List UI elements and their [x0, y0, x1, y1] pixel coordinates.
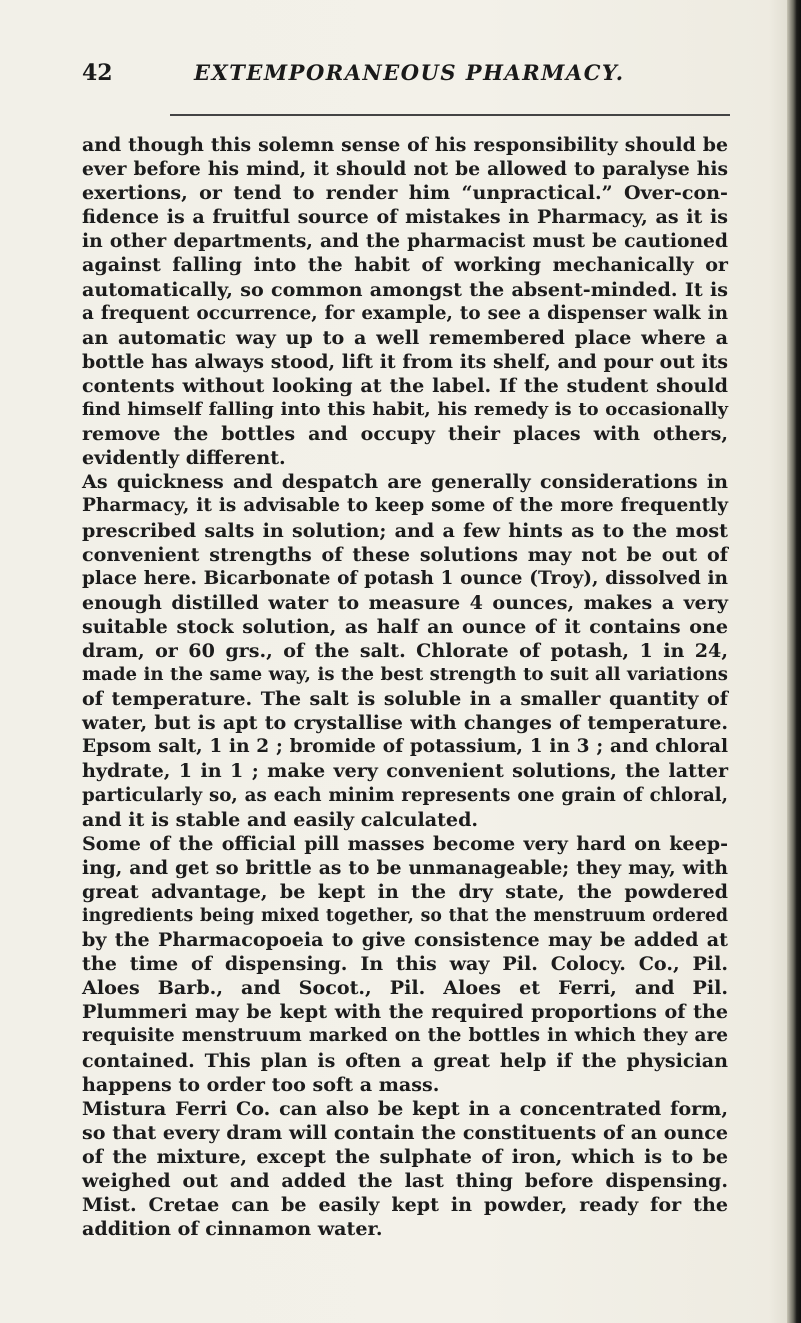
text-line: Mistura Ferri Co. can also be kept in a concentrated form, — [82, 1096, 728, 1120]
text-line: a frequent occurrence, for example, to see a dispenser walk in — [82, 302, 728, 324]
text-line: ingredients being mixed together, so that the menstruum ordered — [82, 906, 728, 926]
text-line: prescribed salts in solution; and a few hints as to the most — [82, 518, 728, 542]
text-line: dram, or 60 grs., of the salt. Chlorate of potash, 1 in 24, — [82, 638, 728, 662]
page-edge-shadow — [787, 0, 801, 1323]
text-line: automatically, so common amongst the absent-minded. It is — [82, 277, 728, 301]
text-line: and it is stable and easily calculated. — [82, 807, 479, 831]
text-line: by the Pharmacopoeia to give consistence may be added at — [82, 928, 728, 952]
text-line: requisite menstruum marked on the bottles in which they are — [82, 1025, 728, 1047]
text-line: addition of cinnamon water. — [82, 1217, 383, 1241]
text-line: water, but is apt to crystallise with changes of temperature. — [82, 711, 728, 735]
text-line: so that every dram will contain the constituents of an ounce — [82, 1120, 728, 1144]
body-text — [82, 133, 728, 1241]
text-line: Epsom salt, 1 in 2 ; bromide of potassium, 1 in 3 ; and chloral — [82, 736, 728, 758]
text-line: happens to order too soft a mass. — [82, 1072, 440, 1096]
text-line: Aloes Barb., and Socot., Pil. Aloes et Ferri, and Pil. — [82, 976, 728, 1000]
text-line: Plummeri may be kept with the required proportions of the — [82, 1000, 728, 1024]
text-line: Pharmacy, it is advisable to keep some of the more frequently — [82, 495, 728, 517]
text-line: remove the bottles and occupy their places with others, — [82, 422, 728, 446]
text-line: the time of dispensing. In this way Pil. Colocy. Co., Pil. — [82, 952, 728, 976]
text-line: Mist. Cretae can be easily kept in powder, ready for the — [82, 1193, 728, 1217]
text-line: weighed out and added the last thing before dispensing. — [82, 1169, 728, 1193]
text-line: As quickness and despatch are generally considerations in — [82, 470, 728, 494]
text-line: evidently different. — [82, 446, 286, 470]
text-line: convenient strengths of these solutions may not be out of — [82, 542, 728, 566]
text-line: suitable stock solution, as half an ounce of it contains one — [82, 614, 728, 638]
text-line: of the mixture, except the sulphate of iron, which is to be — [82, 1144, 728, 1168]
text-line: exertions, or tend to render him “unpractical.” Over-con- — [82, 181, 728, 205]
page-header — [82, 60, 732, 90]
text-line: in other departments, and the pharmacist must be cautioned — [82, 230, 728, 253]
text-line: made in the same way, is the best strength to suit all variations — [82, 664, 728, 686]
text-line: and though this solemn sense of his responsibility should be — [82, 134, 728, 156]
text-line: bottle has always stood, lift it from its shelf, and pour out its — [82, 350, 728, 373]
text-line: against falling into the habit of working mechanically or — [82, 253, 728, 277]
text-line: contained. This plan is often a great help if the physician — [82, 1048, 728, 1072]
text-line: fidence is a fruitful source of mistakes in Pharmacy, as it is — [82, 205, 728, 229]
text-line: place here. Bicarbonate of potash 1 ounce (Troy), dissolved in — [82, 567, 728, 589]
text-line: Some of the official pill masses become very hard on keep- — [82, 831, 728, 855]
page-number: 42 — [82, 60, 113, 86]
text-line: of temperature. The salt is soluble in a smaller quantity of — [82, 687, 728, 711]
text-line: hydrate, 1 in 1 ; make very convenient solutions, the latter — [82, 759, 728, 783]
text-line: ing, and get so brittle as to be unmanageable; they may, with — [82, 856, 728, 879]
text-line: enough distilled water to measure 4 ounces, makes a very — [82, 590, 728, 614]
text-line: particularly so, as each minim represents one grain of chloral, — [82, 784, 728, 806]
text-line: an automatic way up to a well remembered place where a — [82, 325, 728, 349]
text-line: contents without looking at the label. If the student should — [82, 373, 728, 397]
text-line: ever before his mind, it should not be allowed to paralyse his — [82, 158, 728, 181]
text-line: great advantage, be kept in the dry state, the powdered — [82, 879, 728, 903]
header-rule — [170, 114, 730, 116]
text-line: find himself falling into this habit, his remedy is to occasionally — [82, 399, 728, 421]
running-title: EXTEMPORANEOUS PHARMACY. — [194, 60, 625, 85]
